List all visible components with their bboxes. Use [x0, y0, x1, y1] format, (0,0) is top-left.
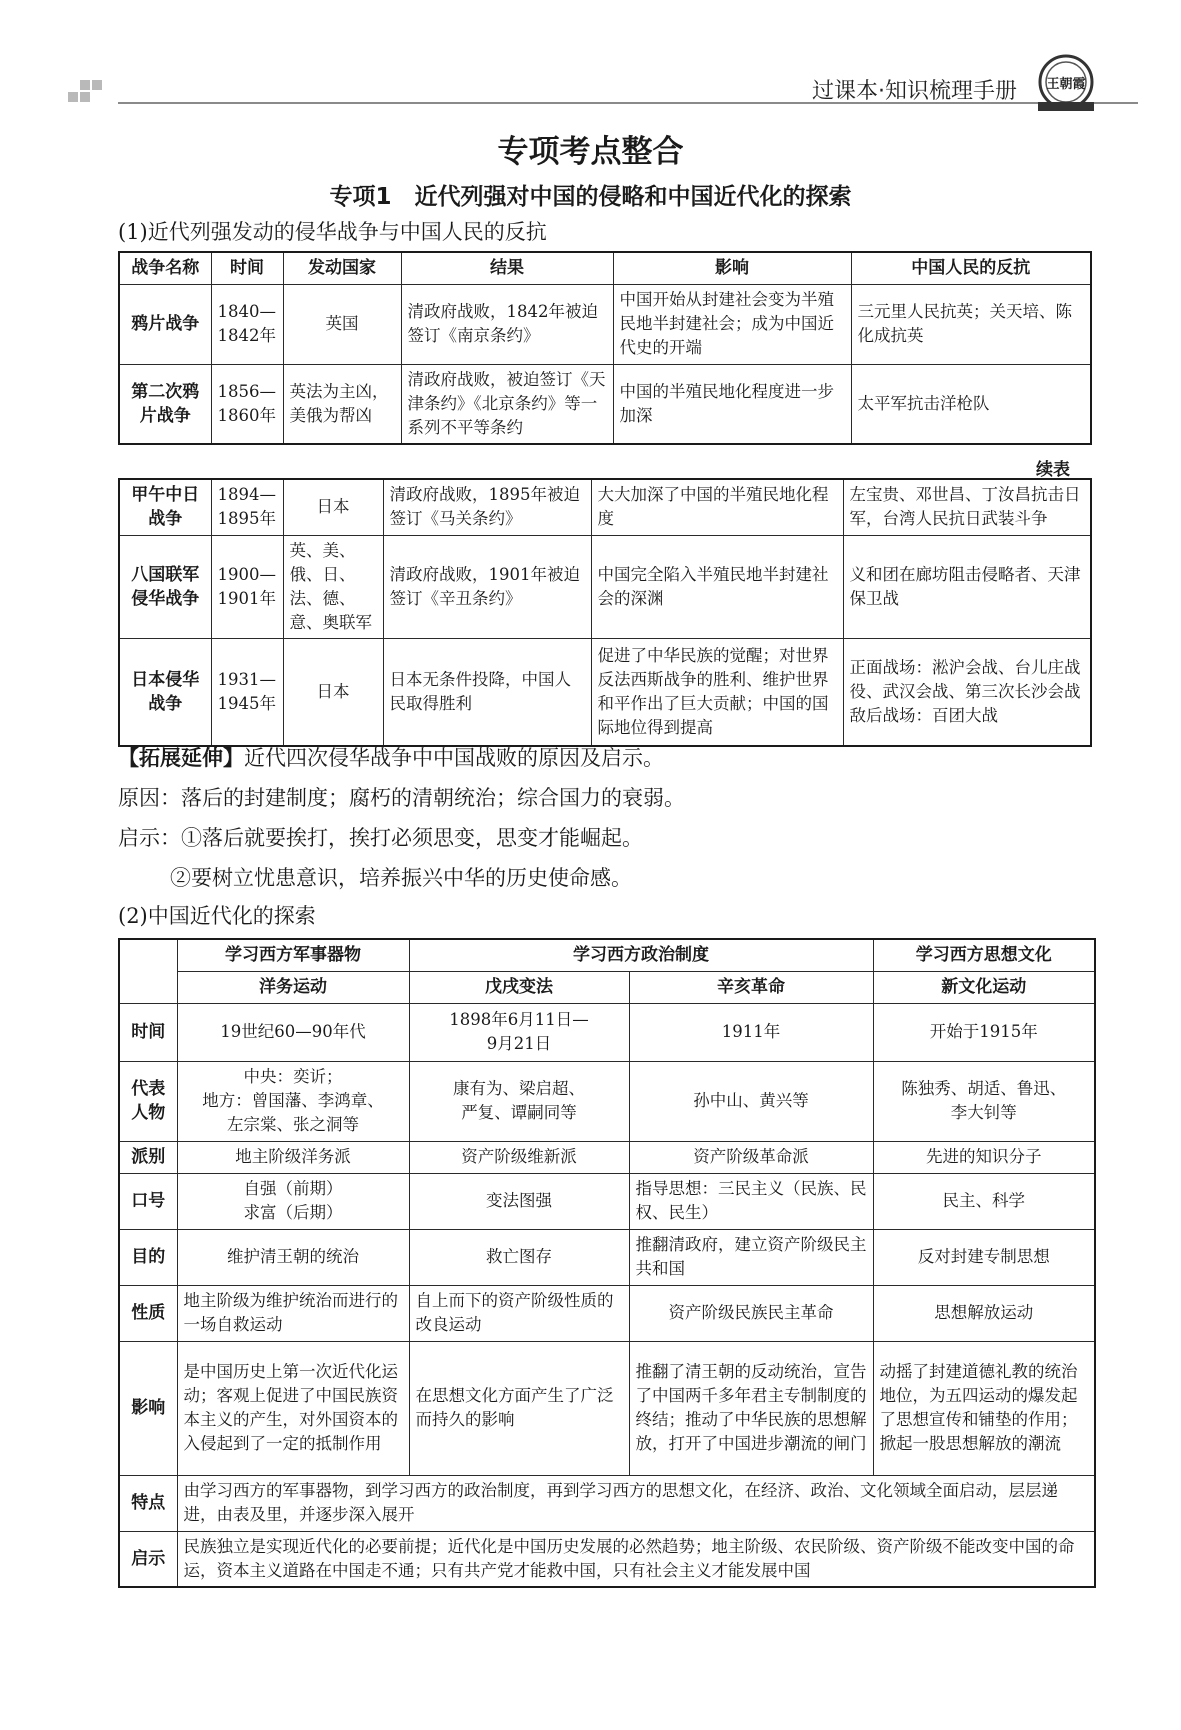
extension-insight-2: ②要树立忧患意识，培养振兴中华的历史使命感。	[170, 866, 632, 890]
row-label: 目的	[119, 1229, 177, 1285]
table-cell: 中央：奕䜣； 地方：曾国藩、李鸿章、 左宗棠、张之洞等	[177, 1061, 409, 1141]
table-cell: 1911年	[629, 1003, 873, 1061]
movement-header: 戊戌变法	[409, 971, 629, 1003]
table-cell: 推翻清政府，建立资产阶级民主共和国	[629, 1229, 873, 1285]
table-cell: 资产阶级维新派	[409, 1141, 629, 1173]
table-cell: 资产阶级民族民主革命	[629, 1285, 873, 1341]
header-decor-square	[68, 92, 78, 102]
header-title: 过课本·知识梳理手册	[812, 79, 1017, 104]
row-label: 性质	[119, 1285, 177, 1341]
group-header: 学习西方军事器物	[177, 939, 409, 971]
modernization-table	[118, 938, 1096, 1588]
table-cell: 动摇了封建道德礼教的统治地位，为五四运动的爆发起了思想宣传和铺垫的作用；掀起一股思想解放的潮流	[873, 1341, 1095, 1475]
table-cell: 孙中山、黄兴等	[629, 1061, 873, 1141]
movement-header-row	[119, 971, 1095, 1003]
war-time: 1840— 1842年	[211, 284, 283, 364]
war-name: 日本侵华 战争	[119, 638, 211, 746]
war-result: 日本无条件投降，中国人民取得胜利	[383, 638, 591, 746]
table-row	[119, 638, 1091, 746]
table-row	[119, 479, 1091, 535]
table-cell: 自强（前期） 求富（后期）	[177, 1173, 409, 1229]
movement-header: 洋务运动	[177, 971, 409, 1003]
war-country: 英法为主凶，美俄为帮凶	[283, 364, 401, 444]
corner-cell	[119, 939, 177, 1003]
table-row	[119, 1229, 1095, 1285]
war-name: 第二次鸦 片战争	[119, 364, 211, 444]
table-row	[119, 535, 1091, 638]
war-time: 1856— 1860年	[211, 364, 283, 444]
war-country: 日本	[283, 638, 383, 746]
row-label: 派别	[119, 1141, 177, 1173]
war-country: 日本	[283, 479, 383, 535]
table-cell: 1898年6月11日— 9月21日	[409, 1003, 629, 1061]
group-header: 学习西方思想文化	[873, 939, 1095, 971]
brand-logo-text: 王朝霞	[1046, 77, 1086, 92]
section1-heading: (1)近代列强发动的侵华战争与中国人民的反抗	[118, 220, 547, 244]
col-header: 中国人民的反抗	[851, 252, 1091, 284]
table-cell: 自上而下的资产阶级性质的改良运动	[409, 1285, 629, 1341]
movement-header: 辛亥革命	[629, 971, 873, 1003]
table-row	[119, 1003, 1095, 1061]
row-label: 时间	[119, 1003, 177, 1061]
war-time: 1894— 1895年	[211, 479, 283, 535]
war-impact: 促进了中华民族的觉醒；对世界反法西斯战争的胜利、维护世界和平作出了巨大贡献；中国的国际地位得到提高	[591, 638, 843, 746]
table-cell: 是中国历史上第一次近代化运动；客观上促进了中国民族资本主义的产生，对外国资本的入侵起到了一定的抵制作用	[177, 1341, 409, 1475]
war-result: 清政府战败，1895年被迫签订《马关条约》	[383, 479, 591, 535]
header-decor-square	[80, 80, 90, 90]
wars-table	[118, 251, 1092, 445]
war-resistance: 太平军抗击洋枪队	[851, 364, 1091, 444]
table-row	[119, 1531, 1095, 1587]
brand-logo	[1030, 52, 1102, 114]
table-row	[119, 1475, 1095, 1531]
extension-insight-1: 启示：①落后就要挨打，挨打必须思变，思变才能崛起。	[118, 826, 643, 850]
col-header: 影响	[613, 252, 851, 284]
war-impact: 大大加深了中国的半殖民地化程度	[591, 479, 843, 535]
extension-question: 近代四次侵华战争中中国战败的原因及启示。	[244, 746, 664, 770]
war-result: 清政府战败，被迫签订《天津条约》《北京条约》等一系列不平等条约	[401, 364, 613, 444]
table-cell: 变法图强	[409, 1173, 629, 1229]
war-time: 1931— 1945年	[211, 638, 283, 746]
row-label: 代表 人物	[119, 1061, 177, 1141]
continued-label: 续表	[1036, 460, 1070, 480]
table-cell: 民族独立是实现近代化的必要前提；近代化是中国历史发展的必然趋势；地主阶级、农民阶级、资产阶级不能改变中国的命运，资本主义道路在中国走不通；只有共产党才能救中国，只有社会主义才能发展中国	[177, 1531, 1095, 1587]
war-result: 清政府战败，1901年被迫签订《辛丑条约》	[383, 535, 591, 638]
table-cell: 思想解放运动	[873, 1285, 1095, 1341]
war-name: 八国联军 侵华战争	[119, 535, 211, 638]
table-row	[119, 1141, 1095, 1173]
col-header: 战争名称	[119, 252, 211, 284]
col-header: 时间	[211, 252, 283, 284]
extension-label: 【拓展延伸】	[118, 746, 244, 770]
table-cell: 民主、科学	[873, 1173, 1095, 1229]
table-cell: 地主阶级为维护统治而进行的一场自救运动	[177, 1285, 409, 1341]
page-title: 专项考点整合	[497, 134, 684, 170]
section-subtitle: 专项1 近代列强对中国的侵略和中国近代化的探索	[329, 184, 852, 210]
table-cell: 先进的知识分子	[873, 1141, 1095, 1173]
table-cell: 反对封建专制思想	[873, 1229, 1095, 1285]
table-cell: 资产阶级革命派	[629, 1141, 873, 1173]
col-header: 发动国家	[283, 252, 401, 284]
row-label: 启示	[119, 1531, 177, 1587]
row-label: 影响	[119, 1341, 177, 1475]
war-impact: 中国完全陷入半殖民地半封建社会的深渊	[591, 535, 843, 638]
table-row	[119, 1285, 1095, 1341]
extension-reason: 原因：落后的封建制度；腐朽的清朝统治；综合国力的衰弱。	[118, 786, 685, 810]
table-row	[119, 1061, 1095, 1141]
extension-title	[118, 742, 664, 772]
table-cell: 陈独秀、胡适、鲁迅、 李大钊等	[873, 1061, 1095, 1141]
war-country: 英、美、俄、日、法、德、意、奥联军	[283, 535, 383, 638]
war-resistance: 义和团在廊坊阻击侵略者、天津保卫战	[843, 535, 1091, 638]
war-country: 英国	[283, 284, 401, 364]
table-cell: 开始于1915年	[873, 1003, 1095, 1061]
col-header: 结果	[401, 252, 613, 284]
war-impact: 中国的半殖民地化程度进一步加深	[613, 364, 851, 444]
table-cell: 在思想文化方面产生了广泛而持久的影响	[409, 1341, 629, 1475]
war-impact: 中国开始从封建社会变为半殖民地半封建社会；成为中国近代史的开端	[613, 284, 851, 364]
group-header-row	[119, 939, 1095, 971]
header-decor-square	[92, 80, 102, 90]
war-resistance: 左宝贵、邓世昌、丁汝昌抗击日军，台湾人民抗日武装斗争	[843, 479, 1091, 535]
table-row	[119, 1341, 1095, 1475]
row-label: 口号	[119, 1173, 177, 1229]
header-decor-square	[80, 92, 90, 102]
movement-header: 新文化运动	[873, 971, 1095, 1003]
war-result: 清政府战败，1842年被迫签订《南京条约》	[401, 284, 613, 364]
table-cell: 推翻了清王朝的反动统治，宣告了中国两千多年君主专制制度的终结；推动了中华民族的思想解放，打开了中国进步潮流的闸门	[629, 1341, 873, 1475]
table-cell: 康有为、梁启超、 严复、谭嗣同等	[409, 1061, 629, 1141]
table-row	[119, 284, 1091, 364]
war-time: 1900— 1901年	[211, 535, 283, 638]
section2-heading: (2)中国近代化的探索	[118, 904, 316, 928]
war-resistance: 正面战场：淞沪会战、台儿庄战役、武汉会战、第三次长沙会战 敌后战场：百团大战	[843, 638, 1091, 746]
wars-table-continued	[118, 478, 1092, 747]
table-cell: 指导思想：三民主义（民族、民权、民生）	[629, 1173, 873, 1229]
table-cell: 地主阶级洋务派	[177, 1141, 409, 1173]
table-header-row	[119, 252, 1091, 284]
row-label: 特点	[119, 1475, 177, 1531]
war-name: 鸦片战争	[119, 284, 211, 364]
table-cell: 由学习西方的军事器物，到学习西方的政治制度，再到学习西方的思想文化，在经济、政治、文化领域全面启动，层层递进，由表及里，并逐步深入展开	[177, 1475, 1095, 1531]
war-resistance: 三元里人民抗英；关天培、陈化成抗英	[851, 284, 1091, 364]
table-cell: 19世纪60—90年代	[177, 1003, 409, 1061]
table-row	[119, 1173, 1095, 1229]
table-row	[119, 364, 1091, 444]
war-name: 甲午中日 战争	[119, 479, 211, 535]
table-cell: 维护清王朝的统治	[177, 1229, 409, 1285]
table-cell: 救亡图存	[409, 1229, 629, 1285]
group-header: 学习西方政治制度	[409, 939, 873, 971]
